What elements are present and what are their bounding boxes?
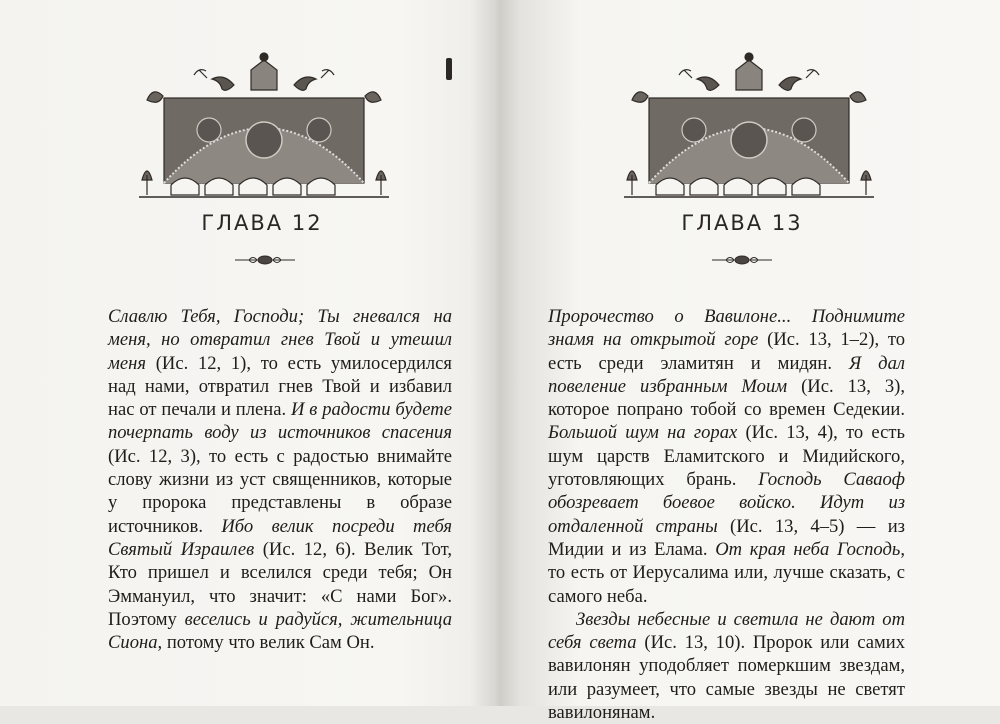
scripture-quote: Господь Саваоф обозревает боевое войско. Идут из отдаленной страны: [548, 469, 905, 537]
commentary-text: (Ис. 12, 1), то есть умилосердился над нами, отвратил гнев Твой и избавил нас от печали и плена.: [108, 352, 452, 421]
ornamental-headpiece-icon: [624, 45, 874, 205]
flourish-divider-icon: [235, 253, 295, 267]
scripture-quote: Ибо велик посреди тебя Святый Израилев: [108, 515, 452, 560]
commentary-text: (Ис. 13, 10). Пророк или самих вавилонян уподобляет померкшим звездам, или разумеет, что самые звезды не светят вавилонянам.: [548, 632, 905, 724]
body-text: [108, 305, 452, 654]
commentary-text: (Ис. 13, 4–5) — из Мидии и из Елама.: [548, 515, 905, 560]
chapter-title: ГЛАВА 12: [201, 211, 323, 235]
scripture-quote: Большой шум на горах: [548, 422, 738, 444]
scripture-quote: Пророчество о Вавилоне... Поднимите знамя на открытой горе: [548, 306, 905, 351]
scripture-quote: И в радости будете почерпать воду из источников спасения: [108, 399, 452, 444]
paragraph: [548, 608, 905, 724]
paragraph: [548, 305, 905, 608]
scripture-quote: Я дал повеление избранным Моим: [548, 352, 905, 397]
left-page: [0, 0, 500, 706]
scripture-quote: веселись и радуйся, жительница Сиона: [108, 608, 453, 654]
page-edge-mark: [446, 58, 452, 80]
commentary-text: (Ис. 13, 3), которое попрано тобой со времен Седекии.: [548, 375, 905, 421]
flourish-divider-icon: [712, 253, 772, 267]
body-text: [548, 305, 905, 724]
commentary-text: (Ис. 12, 6). Велик Тот, Кто пришел и вселился среди тебя; Он Эммануил, что значит: «С нами Бог». Поэтому: [108, 538, 452, 630]
scripture-quote: От края неба Господь: [715, 538, 901, 560]
commentary-text: , то есть от Иерусалима или, лучше сказать, с самого неба.: [548, 538, 905, 607]
scripture-quote: Звезды небесные и светила не дают от себя света: [548, 608, 905, 654]
commentary-text: (Ис. 13, 1–2), то есть среди эламитян и мидян.: [548, 329, 905, 374]
commentary-text: (Ис. 13, 4), то есть шум царств Еламитского и Мидийского, уготовляющих брань.: [548, 422, 905, 491]
paragraph: [108, 305, 452, 654]
chapter-title: ГЛАВА 13: [681, 211, 803, 235]
scripture-quote: Славлю Тебя, Господи; Ты гневался на меня, но отвратил гнев Твой и утешил меня: [108, 306, 452, 374]
commentary-text: (Ис. 12, 3), то есть с радостью внимайте слову жизни из уст священников, которые у пророка представлены в образе источников.: [108, 445, 452, 537]
commentary-text: , потому что велик Сам Он.: [157, 632, 375, 654]
ornamental-headpiece-icon: [139, 45, 389, 205]
right-page: [500, 0, 1000, 724]
